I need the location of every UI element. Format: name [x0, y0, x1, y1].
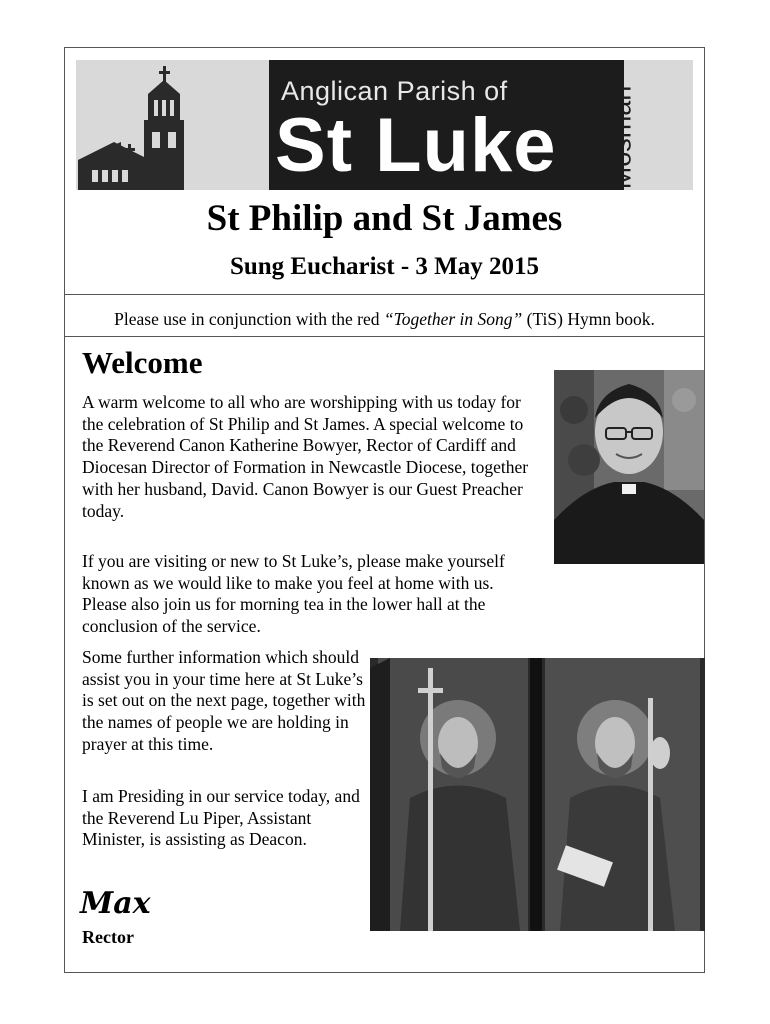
- service-subtitle: Sung Eucharist - 3 May 2015: [229, 253, 540, 280]
- rector-role: Rector: [82, 927, 134, 947]
- divider-top: [64, 294, 705, 295]
- rector-signature: Max: [80, 886, 151, 921]
- church-logo-icon: [76, 60, 269, 190]
- note-text-after: (TiS) Hymn book.: [522, 309, 655, 329]
- note-book-title: “Together in Song”: [383, 309, 523, 329]
- divider-bottom: [64, 336, 705, 337]
- welcome-paragraph-3: Some further information which should assist you in your time here at St Luke’s is set out on the next page, together with the names of people we are holding in prayer at this time.: [82, 647, 366, 754]
- parish-banner: [76, 60, 693, 190]
- note-text-before: Please use in conjunction with the red: [114, 309, 384, 329]
- welcome-paragraph-1: A warm welcome to all who are worshipping with us today for the celebration of St Philip and St James. A special welcome to the Reverend Canon Katherine Bowyer, Rector of Cardiff and Diocesan Director of Formation in Newcastle Diocese, together with her husband, David. Canon Bowyer is our Guest Preacher today.: [82, 392, 529, 521]
- welcome-paragraph-4: I am Presiding in our service today, and the Reverend Lu Piper, Assistant Minister, is assisting as Deacon.: [82, 786, 360, 850]
- welcome-heading: Welcome: [82, 345, 203, 380]
- welcome-paragraph-2: If you are visiting or new to St Luke’s, please make yourself known as we would like to make you feel at home with us. Please also join us for morning tea in the lower hall at the conclusion of the service.: [82, 551, 505, 637]
- banner-title-block: [269, 60, 624, 190]
- banner-suburb: Mosman: [606, 85, 637, 190]
- rector-portrait-photo: [554, 370, 704, 564]
- feast-title: St Philip and St James: [206, 198, 563, 239]
- banner-parish-label: Anglican Parish of: [281, 76, 508, 106]
- banner-parish-name: St Luke: [275, 103, 557, 188]
- stained-glass-window-photo: [370, 658, 705, 931]
- hymn-book-note: [64, 309, 705, 330]
